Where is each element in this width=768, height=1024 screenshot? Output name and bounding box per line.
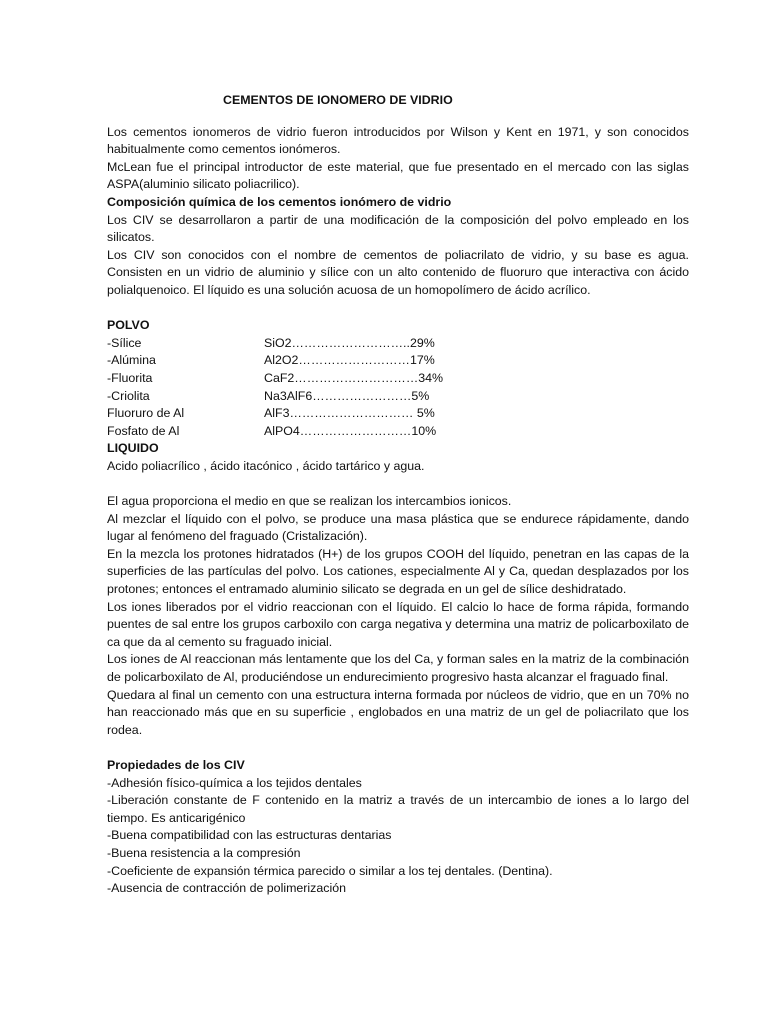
setting-paragraph-2: Al mezclar el líquido con el polvo, se produce una masa plástica que se endurece rápidamente, dando lugar al fenómeno del fraguado (Cristalización). <box>107 511 689 544</box>
composition-paragraph-1: Los CIV se desarrollaron a partir de una modificación de la composición del polvo empleado en los silicatos. <box>107 212 689 245</box>
powder-component-value: SiO2………………………..29% <box>264 335 435 350</box>
properties-heading: Propiedades de los CIV <box>107 757 245 772</box>
properties-item-4: -Buena resistencia a la compresión <box>107 845 301 860</box>
properties-item-3: -Buena compatibilidad con las estructuras dentarias <box>107 828 392 843</box>
powder-component-value: AlPO4………………………10% <box>264 423 437 438</box>
liquid-text: Acido poliacrílico , ácido itacónico , ácido tartárico y agua. <box>107 458 425 473</box>
intro-paragraph-2: McLean fue el principal introductor de este material, que fue presentado en el mercado con las siglas ASPA(aluminio silicato poliacrilico). <box>107 159 689 192</box>
powder-component-value: Na3AlF6……………………5% <box>264 388 430 403</box>
composition-heading: Composición química de los cementos ionómero de vidrio <box>107 194 452 209</box>
setting-paragraph-6: Quedara al final un cemento con una estructura interna formada por núcleos de vidrio, que en un 70% no han reaccionado más que en su superficie , englobados en una matriz de un gel de poliacrilato que los rodea. <box>107 687 689 737</box>
powder-component-name: Fluoruro de Al <box>107 406 185 421</box>
powder-component-name: -Criolita <box>107 388 150 403</box>
powder-row-alumina <box>107 352 689 370</box>
properties-item-1: -Adhesión físico-química a los tejidos dentales <box>107 775 362 790</box>
intro-paragraph-1: Los cementos ionomeros de vidrio fueron introducidos por Wilson y Kent en 1971, y son conocidos habitualmente como cementos ionómeros. <box>107 124 689 157</box>
powder-component-name: -Fluorita <box>107 370 153 385</box>
spacer <box>107 300 689 318</box>
setting-paragraph-1: El agua proporciona el medio en que se realizan los intercambios ionicos. <box>107 494 512 509</box>
powder-row-criolita <box>107 388 689 406</box>
document-title: CEMENTOS DE IONOMERO DE VIDRIO <box>223 93 453 107</box>
properties-item-6: -Ausencia de contracción de polimerización <box>107 881 346 896</box>
powder-row-fluorita <box>107 370 689 388</box>
powder-row-fosfato-al <box>107 423 689 441</box>
powder-component-name: -Alúmina <box>107 353 156 368</box>
properties-item-5: -Coeficiente de expansión térmica parecido o similar a los tej dentales. (Dentina). <box>107 863 553 878</box>
powder-row-fluoruro-al <box>107 405 689 423</box>
powder-table <box>107 335 689 441</box>
powder-component-value: Al2O2………………………17% <box>264 353 435 368</box>
document-page <box>107 92 689 898</box>
setting-paragraph-5: Los iones de Al reaccionan más lentamente que los del Ca, y forman sales en la matriz de la combinación de policarboxilato de Al, produciéndose un endurecimiento progresivo hasta alcanzar el fraguado final. <box>107 652 689 684</box>
powder-heading: POLVO <box>107 318 150 333</box>
properties-item-2: -Liberación constante de F contenido en la matriz a través de un intercambio de iones a lo largo del tiempo. Es anticarigénico <box>107 793 689 825</box>
composition-paragraph-2: Los CIV son conocidos con el nombre de cementos de poliacrilato de vidrio, y su base es agua. Consisten en un vidrio de aluminio y sílice con un alto contenido de fluoruro que interactiva con ácido polialquenoico. El líquido es una solución acuosa de un homopolímero de ácido acrílico. <box>107 247 689 297</box>
powder-component-name: -Sílice <box>107 335 142 350</box>
spacer <box>107 739 689 757</box>
powder-component-name: Fosfato de Al <box>107 423 180 438</box>
liquid-heading: LIQUIDO <box>107 441 159 456</box>
spacer <box>107 475 689 493</box>
powder-component-value: AlF3………………………… 5% <box>264 406 435 421</box>
setting-paragraph-3: En la mezcla los protones hidratados (H+) de los grupos COOH del líquido, penetran en las capas de la superficies de las partículas del polvo. Los cationes, especialmente Al y Ca, quedan desplazados por los protones; entonces el entramado aluminio silicato se degrada en un gel de sílice deshidratado. <box>107 546 689 597</box>
powder-row-silice <box>107 335 689 353</box>
setting-paragraph-4: Los iones liberados por el vidrio reaccionan con el líquido. El calcio lo hace de forma rápida, formando puentes de sal entre los grupos carboxilo con carga negativa y determina una matriz de policarboxilato de ca que da al cemento su fraguado inicial. <box>107 599 689 649</box>
powder-component-value: CaF2…………………………34% <box>264 370 444 385</box>
